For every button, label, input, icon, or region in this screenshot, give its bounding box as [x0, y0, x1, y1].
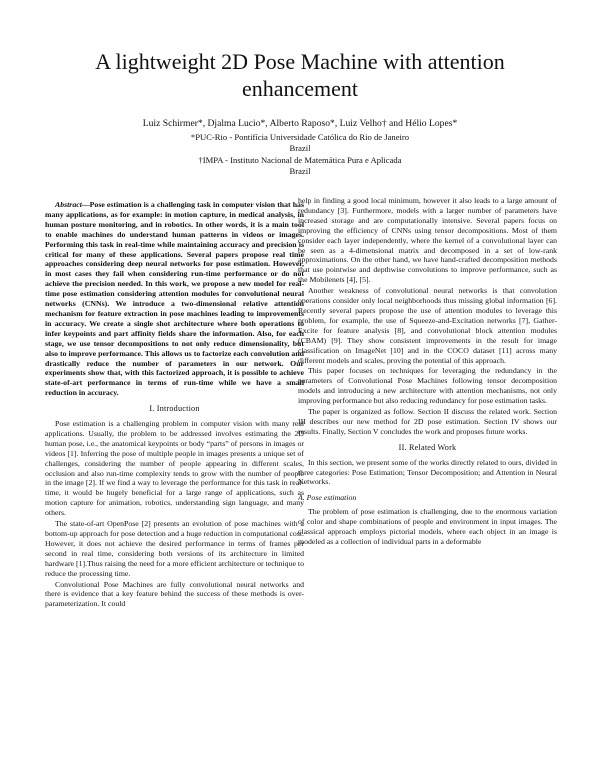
paragraph: The state-of-art OpenPose [2] presents an evolution of pose machines with a bottom-up approach for pose detection and a huge reduction in computational cost. However, it does not achieve the desired performance in terms of frames per second in real time, considering both versions of its architecture in limited hardware [1].Thus raising the need for a more efficient architecture or technique to reduce the processing time. — [45, 519, 304, 578]
left-column — [45, 200, 304, 766]
abstract — [45, 200, 304, 398]
affiliation-2-country: Brazil — [289, 166, 311, 176]
affiliation-1: *PUC-Rio - Pontifícia Universidade Católica do Rio de Janeiro — [190, 131, 410, 142]
abstract-text: —Pose estimation is a challenging task in computer vision that has many applications, as for example: in motion capture, in medical analysis, in human posture monitoring, and in robotics. In other words, it is a main tool to enable machines do understand human patterns in videos or images. Performing this task in real-time while maintaining accuracy and precision is critical for many of these applications. Several papers propose real time approaches considering deep neural networks for pose estimation. However, in most cases they fail when considering run-time performance or do not achieve the precision needed. In this work, we propose a new model for real-time pose estimation considering attention modules for convolutional neural networks (CNNs). We introduce a two-dimensional relative attention mechanism for feature extraction in pose machines leading to improvements in accuracy. We create a single shot architecture where both operations to infer keypoints and part affinity fields share the information. Also, for each stage, we use tensor decompositions to not only reduce dimensionality, but also to improve performance. This allows us to factorize each convolution and drastically reduce the number of parameters in our network. Our experiments show that, with this factorized approach, it is possible to achieve state-of-art performance in terms of run-time while we have a small reduction in accuracy. — [45, 200, 304, 398]
paragraph: help in finding a good local minimum, however it also leads to a large amount of redundancy [3]. Furthermore, models with a larger number of parameters have increased storage and are computationally intensive. Several papers focus on improving the efficiency of CNNs using tensor decompositions. Most of them consider each layer independently, where the kernel of a convolutional layer can be seen as a 4-dimensional matrix and decomposed in a set of low-rank approximations. On the other hand, we have hand-crafted decomposition methods that use pointwise and depthwise convolutions to improve performance, such as the Mobilenets [4], [5]. — [298, 196, 557, 285]
author-block — [60, 118, 540, 178]
paragraph: The problem of pose estimation is challenging, due to the enormous variation of color and shape combinations of people and environment in input images. The classical approach employs pictorial models, where each object in an image is modeled as a collection of individual parts in a deformable — [298, 507, 557, 546]
subsection-heading-pose-estimation: A. Pose estimation — [298, 493, 357, 503]
paper-title: A lightweight 2D Pose Machine with attention enhancement — [95, 49, 505, 101]
paragraph: In this section, we present some of the works directly related to ours, divided in three categories: Pose Estimation; Tensor Decomposition; and Attention in Neural Networks. — [298, 457, 557, 487]
paragraph: The paper is organized as follow. Section II discuss the related work. Section III describes our new method for 2D pose estimation. Section IV shows our results. Finally, Section V concludes the work and proposes future works. — [298, 407, 557, 436]
paragraph: Another weakness of convolutional neural networks is that convolution operations consider only local neighborhoods thus missing global information [6]. Recently several papers propose the use of attention modules to leverage this problem, for example, the use of Squeeze-and-Excitation networks [7], Gather-Excite for feature analysis [8], and convolutional block attention modules (CBAM) [9]. They show consistent improvements in the result for image classification on ImageNet [10] and in the COCO dataset [11] across many different models and scales, proving the potential of this approach. — [298, 286, 557, 365]
right-column — [298, 196, 557, 762]
affiliation-1-country: Brazil — [289, 143, 311, 153]
section-heading-related-work: II. Related Work — [398, 442, 457, 452]
paragraph: Convolutional Pose Machines are fully convolutional neural networks and there is evidence that a key feature behind the success of these methods is over-parameterization. It could — [45, 579, 304, 609]
section-heading-introduction: I. Introduction — [149, 404, 200, 414]
paragraph: Pose estimation is a challenging problem in computer vision with many real applications. Usually, the problem to be addressed involves estimating the 2D human pose, i.e., the anatomical keypoints or body “parts” of persons in images or videos [1]. Inferring the pose of multiple people in images presents a unique set of challenges, considering the number of people appearing in different scales, occlusion and also run-time complexity tends to grow with the number of people in the image [2]. If we find a way to leverage the performance for this task in real-time, it would be hugely beneficial for a large range of applications, such as motion capture for animation, robotics, understanding sign language, and many others. — [45, 419, 304, 518]
author-names: Luiz Schirmer*, Djalma Lucio*, Alberto Raposo*, Luiz Velho† and Hélio Lopes* — [142, 118, 458, 129]
paragraph: This paper focuses on techniques for leveraging the redundancy in the parameters of Convolutional Pose Machines following tensor decomposition models and introducing a new architecture with attention mechanisms, not only improving performance but also reducing redundancy for pose estimation tasks. — [298, 366, 557, 406]
affiliation-2: †IMPA - Instituto Nacional de Matemática Pura e Aplicada — [198, 154, 402, 165]
abstract-label: Abstract — [55, 200, 82, 209]
